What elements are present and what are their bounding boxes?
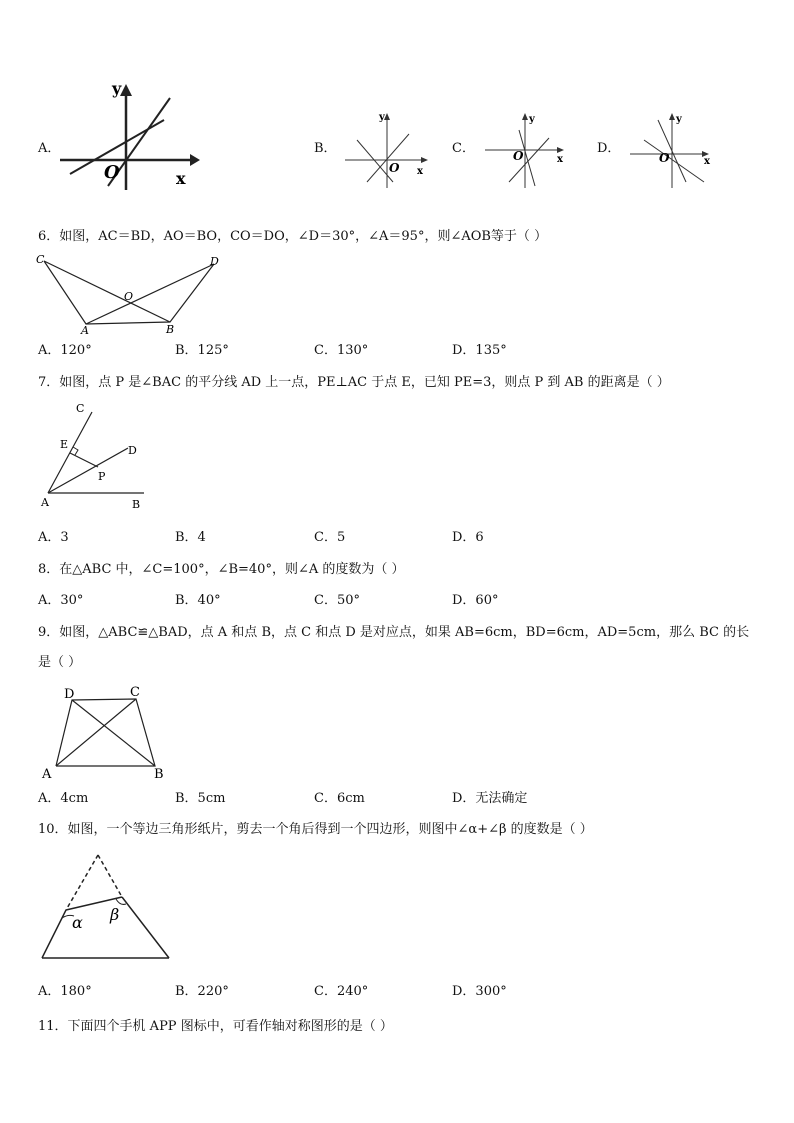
q5-graph-d [630, 112, 720, 192]
svg-text:O: O [659, 151, 670, 165]
x-label: x [176, 169, 186, 188]
svg-text:β: β [110, 905, 120, 924]
q8-option-b: B．40° [175, 593, 221, 608]
svg-text:P: P [98, 470, 106, 483]
q8-option-d: D．60° [452, 593, 499, 608]
svg-text:B: B [166, 323, 175, 336]
q6-option-a: A．120° [38, 343, 92, 358]
svg-text:C: C [76, 402, 85, 415]
svg-text:y: y [676, 114, 682, 125]
q9-option-c: C．6cm [314, 791, 365, 806]
q7-stem: 7．如图，点 P 是∠BAC 的平分线 AD 上一点，PE⊥AC 于点 E，已知 PE=3，则点 P 到 AB 的距离是（ ） [38, 375, 670, 390]
q10-figure [38, 852, 178, 967]
svg-text:x: x [704, 156, 710, 167]
svg-text:B: B [132, 498, 141, 511]
q8-option-a: A．30° [38, 593, 84, 608]
svg-text:D: D [128, 444, 137, 457]
q6-option-d: D．135° [452, 343, 507, 358]
svg-text:B: B [154, 767, 164, 782]
svg-text:D: D [210, 255, 219, 268]
q9-stem-line2: 是（ ） [38, 655, 82, 670]
q7-figure [36, 398, 166, 516]
svg-text:x: x [557, 154, 563, 165]
q5-graph-b [345, 110, 435, 190]
svg-text:A: A [41, 496, 49, 509]
q5-option-b-label: B． [314, 141, 337, 156]
svg-text:O: O [124, 290, 134, 303]
q10-option-b: B．220° [175, 984, 229, 999]
svg-text:C: C [36, 253, 45, 266]
q5-graph-a [60, 80, 210, 190]
q6-option-b: B．125° [175, 343, 229, 358]
q9-stem-line1: 9．如图，△ABC≌△BAD，点 A 和点 B，点 C 和点 D 是对应点，如果 AB=6cm，BD=6cm，AD=5cm，那么 BC 的长 [38, 625, 750, 640]
svg-text:A: A [42, 767, 52, 782]
svg-text:D: D [64, 687, 75, 702]
svg-text:C: C [130, 685, 140, 700]
svg-text:y: y [379, 112, 385, 123]
svg-text:E: E [60, 438, 69, 451]
svg-text:O: O [513, 149, 524, 163]
q10-option-c: C．240° [314, 984, 369, 999]
q9-option-d: D．无法确定 [452, 791, 528, 806]
svg-text:O: O [389, 161, 400, 175]
q5-graph-c [485, 112, 575, 192]
q8-stem: 8．在△ABC 中，∠C=100°，∠B=40°，则∠A 的度数为（ ） [38, 562, 405, 577]
q7-option-b: B．4 [175, 530, 206, 545]
q5-option-a-label: A． [38, 141, 61, 156]
q6-option-c: C．130° [314, 343, 369, 358]
q9-figure [38, 680, 173, 782]
q10-option-a: A．180° [38, 984, 92, 999]
y-label: y [112, 79, 122, 98]
q6-figure [36, 252, 236, 337]
svg-text:y: y [529, 114, 535, 125]
q10-option-d: D．300° [452, 984, 507, 999]
q9-option-a: A．4cm [38, 791, 89, 806]
q7-option-a: A．3 [38, 530, 69, 545]
q9-option-b: B．5cm [175, 791, 226, 806]
q5-option-c-label: C． [452, 141, 475, 156]
svg-text:x: x [417, 166, 423, 177]
q11-stem: 11．下面四个手机 APP 图标中，可看作轴对称图形的是（ ） [38, 1019, 393, 1034]
q7-option-d: D．6 [452, 530, 484, 545]
origin-label: O [104, 162, 120, 183]
q5-option-d-label: D． [597, 141, 621, 156]
q7-option-c: C．5 [314, 530, 346, 545]
y-arrow [120, 84, 132, 96]
q10-stem: 10．如图，一个等边三角形纸片，剪去一个角后得到一个四边形，则图中∠α+∠β 的度数是（ ） [38, 822, 593, 837]
x-arrow [190, 154, 200, 166]
svg-text:α: α [72, 913, 83, 932]
svg-text:A: A [81, 324, 89, 337]
q6-stem: 6．如图，AC＝BD，AO＝BO，CO＝DO，∠D＝30°，∠A＝95°，则∠AOB等于（ ） [38, 229, 548, 244]
q8-option-c: C．50° [314, 593, 360, 608]
